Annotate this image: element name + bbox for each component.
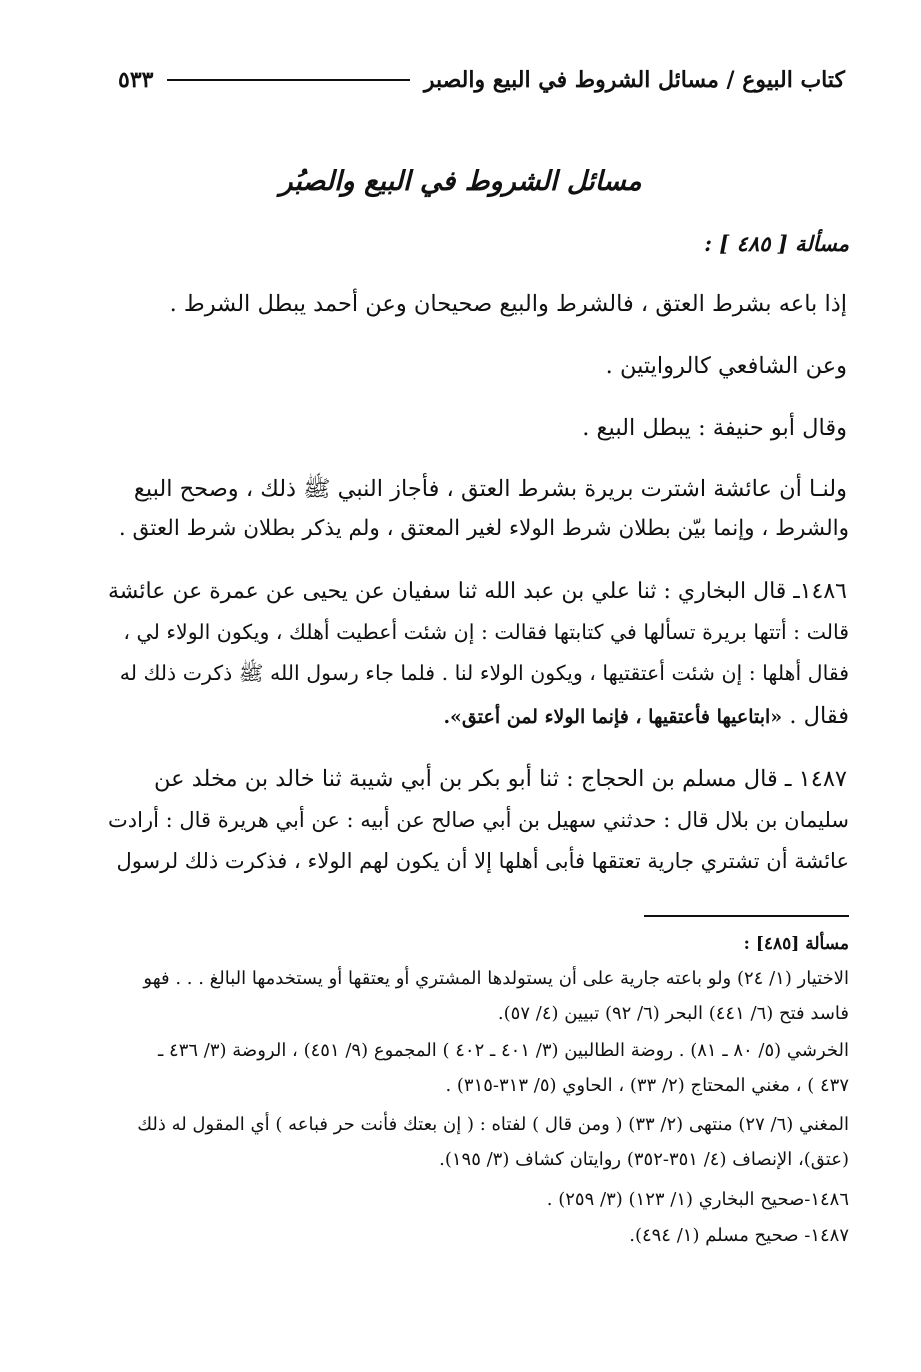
paragraph-2: وعن الشافعي كالروايتين . xyxy=(605,353,847,379)
hadith-1486-quote: «ابتاعيها فأعتقيها ، فإنما الولاء لمن أعتق». xyxy=(443,706,783,728)
footnote-line-8: ١٤٨٧- صحيح مسلم (١/ ٤٩٤). xyxy=(629,1225,849,1246)
issue-heading: مسألة [ ٤٨٥ ] : xyxy=(704,231,849,256)
hadith-1487-line-2: سليمان بن بلال قال : حدثني سهيل بن أبي صالح عن أبيه : عن أبي هريرة قال : أرادت xyxy=(108,808,849,832)
running-head-rule xyxy=(167,79,409,81)
chapter-title: مسائل الشروط في البيع والصبُر xyxy=(279,166,642,197)
hadith-1486-line-3: فقال أهلها : إن شئت أعتقتيها ، ويكون الولاء لنا . فلما جاء رسول الله ﷺ ذكرت ذلك له xyxy=(119,661,849,685)
hadith-1486-prefix: فقال . xyxy=(789,703,849,729)
argument-line-1: ولنـا أن عائشة اشترت بريرة بشرط العتق ، فأجاز النبي ﷺ ذلك ، وصحح البيع xyxy=(133,476,847,502)
hadith-1486-line-1: ١٤٨٦ـ قال البخاري : ثنا علي بن عبد الله ثنا سفيان عن يحيى عن عمرة عن عائشة xyxy=(107,579,847,604)
hadith-1487-line-3: عائشة أن تشتري جارية تعتقها فأبى أهلها إلا أن يكون لهم الولاء ، فذكرت ذلك لرسول xyxy=(116,849,849,873)
footnote-line-3: الخرشي (٥/ ٨٠ ـ ٨١) . روضة الطالبين (٣/ ٤٠١ ـ ٤٠٢ ) المجموع (٩/ ٤٥١) ، الروضة (٣/ ٤٣٦ ـ xyxy=(158,1040,849,1061)
footnote-line-6: (عتق)، الإنصاف (٤/ ٣٥١-٣٥٢) روايتان كشاف (٣/ ١٩٥). xyxy=(439,1149,849,1170)
paragraph-3: وقال أبو حنيفة : يبطل البيع . xyxy=(582,415,847,441)
footnote-heading: مسألة [٤٨٥] : xyxy=(743,934,849,954)
running-head-title: كتاب البيوع / مسائل الشروط في البيع والصبر xyxy=(423,67,845,93)
page-number: ٥٣٣ xyxy=(118,67,154,93)
hadith-1487-line-1: ١٤٨٧ ـ قال مسلم بن الحجاج : ثنا أبو بكر بن أبي شيبة ثنا خالد بن مخلد عن xyxy=(154,766,847,792)
footnote-line-1: الاختيار (١/ ٢٤) ولو باعته جارية على أن يستولدها المشتري أو يعتقها أو يستخدمها البالغ . . . فهو xyxy=(143,968,849,989)
footnote-line-7: ١٤٨٦-صحيح البخاري (١/ ١٢٣) (٣/ ٢٥٩) . xyxy=(546,1189,849,1210)
footnote-line-4: ٤٣٧ ) ، مغني المحتاج (٢/ ٣٣) ، الحاوي (٥/ ٣١٣-٣١٥) . xyxy=(445,1075,849,1096)
footnote-line-5: المغني (٦/ ٢٧) منتهى (٢/ ٣٣) ( ومن قال ) لفتاه : ( إن بعتك فأنت حر فباعه ) أي المقول له ذلك xyxy=(137,1114,849,1135)
footnote-rule xyxy=(644,915,849,917)
argument-line-2: والشرط ، وإنما بيّن بطلان شرط الولاء لغير المعتق ، ولم يذكر بطلان شرط العتق . xyxy=(118,516,849,541)
hadith-1486-line-4 xyxy=(108,700,849,733)
footnote-line-2: فاسد فتح (٦/ ٤٤١) البحر (٦/ ٩٢) تبيين (٤/ ٥٧). xyxy=(497,1003,849,1024)
running-head xyxy=(118,60,845,100)
paragraph-1: إذا باعه بشرط العتق ، فالشرط والبيع صحيحان وعن أحمد يبطل الشرط . xyxy=(169,291,847,317)
hadith-1486-line-2: قالت : أتتها بريرة تسألها في كتابتها فقالت : إن شئت أعطيت أهلك ، ويكون الولاء لي ، xyxy=(123,620,849,644)
